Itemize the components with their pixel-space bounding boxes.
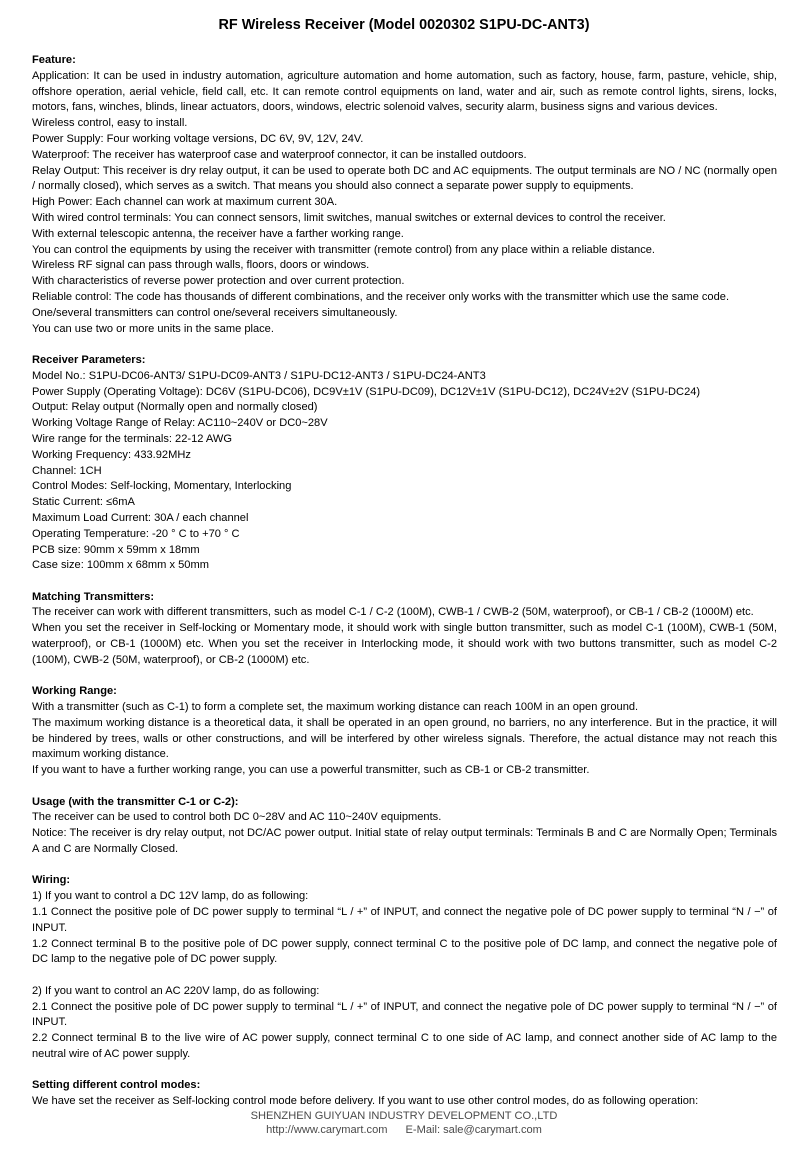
parameter-line: Operating Temperature: -20 ° C to +70 ° C (32, 527, 240, 540)
feature-line: Relay Output: This receiver is dry relay output, it can be used to operate both DC and AC equipments. The output terminals are NO / NC (normally open / normally closed), which serves as a switch. That means you should also connect a separate power supply to equipments. (32, 164, 777, 193)
wiring-line: 1) If you want to control a DC 12V lamp, do as following: (32, 890, 309, 903)
feature-line: With external telescopic antenna, the receiver have a farther working range. (32, 227, 404, 240)
modes-heading: Setting different control modes: (32, 1079, 201, 1092)
parameters-section (32, 353, 777, 574)
usage-section (32, 795, 777, 858)
footer-company: SHENZHEN GUIYUAN INDUSTRY DEVELOPMENT CO.,LTD (250, 1110, 558, 1122)
parameter-line: Control Modes: Self-locking, Momentary, Interlocking (32, 480, 292, 493)
parameters-heading: Receiver Parameters: (32, 353, 146, 366)
footer-email-link[interactable]: E-Mail: sale@carymart.com (405, 1124, 542, 1136)
range-line: The maximum working distance is a theoretical data, it shall be operated in an open ground, no barriers, no any interference. But in the practice, it will be hindered by trees, walls or other constructions, and will be interfered by other wireless signals. Therefore, the actual distance may not reach this maximum working distance. (32, 716, 777, 761)
wiring-line: 1.1 Connect the positive pole of DC power supply to terminal “L / +” of INPUT, and connect the negative pole of DC power supply to terminal “N / −” of INPUT. (32, 906, 777, 934)
wiring-line: 2) If you want to control an AC 220V lamp, do as following: (32, 984, 320, 997)
feature-line: With characteristics of reverse power protection and over current protection. (32, 275, 405, 288)
document-body (32, 53, 777, 1110)
feature-line: You can control the equipments by using the receiver with transmitter (remote control) from any place within a reliable distance. (32, 243, 655, 256)
section-spacer (32, 779, 777, 795)
feature-line: With wired control terminals: You can connect sensors, limit switches, manual switches or external devices to control the receiver. (32, 211, 666, 224)
modes-line: We have set the receiver as Self-locking control mode before delivery. If you want to use other control modes, do as following operation: (32, 1095, 699, 1108)
feature-line: Wireless RF signal can pass through walls, floors, doors or windows. (32, 259, 370, 272)
parameter-line: Model No.: S1PU-DC06-ANT3/ S1PU-DC09-ANT3 / S1PU-DC12-ANT3 / S1PU-DC24-ANT3 (32, 369, 486, 382)
transmitters-heading: Matching Transmitters: (32, 590, 155, 603)
parameter-line: Channel: 1CH (32, 464, 102, 477)
wiring-line: 1.2 Connect terminal B to the positive pole of DC power supply, connect terminal C to the positive pole of DC lamp, and connect the negative pole of DC lamp to the negative pole of DC power supply. (32, 937, 777, 966)
modes-section (32, 1078, 777, 1110)
parameter-line: Static Current: ≤6mA (32, 496, 135, 509)
transmitters-line: When you set the receiver in Self-locking or Momentary mode, it should work with single button transmitter, such as model C-1 (100M), CWB-1 (50M, waterproof), or CB-1 (1000M) etc. When you set the receiver in Interlocking mode, it should work with two buttons transmitter, such as model C-2 (100M), CWB-2 (50M, waterproof), or CB-2 (1000M) etc. (32, 622, 777, 666)
transmitters-line: The receiver can work with different transmitters, such as model C-1 / C-2 (100M), CWB-1 / CWB-2 (50M, waterproof), or CB-1 / CB-2 (1000M) etc. (32, 606, 754, 619)
feature-line: Waterproof: The receiver has waterproof case and waterproof connector, it can be installed outdoors. (32, 148, 527, 161)
parameter-line: Case size: 100mm x 68mm x 50mm (32, 559, 209, 572)
section-spacer (32, 1063, 777, 1079)
section-spacer (32, 858, 777, 874)
parameter-line: Power Supply (Operating Voltage): DC6V (S1PU-DC06), DC9V±1V (S1PU-DC09), DC12V±1V (S1PU-DC12), DC24V±2V (S1PU-DC24) (32, 385, 701, 398)
parameter-line: Working Frequency: 433.92MHz (32, 448, 191, 461)
section-spacer (32, 574, 777, 590)
parameter-line: Wire range for the terminals: 22-12 AWG (32, 432, 232, 445)
range-section (32, 684, 777, 779)
usage-line: The receiver can be used to control both DC 0~28V and AC 110~240V equipments. (32, 811, 442, 824)
wiring-heading: Wiring: (32, 874, 71, 887)
feature-line: Power Supply: Four working voltage versions, DC 6V, 9V, 12V, 24V. (32, 132, 364, 145)
feature-line: Application: It can be used in industry automation, agriculture automation and home automation, such as factory, house, farm, pasture, vehicle, ship, offshore operation, aerial vehicle, field call, etc. It can remote control equipments on land, water and air, such as remote control lights, sirens, locks, motors, fans, winches, blinds, linear actuators, doors, windows, electric solenoid valves, security alarm, business signs and various devices. (32, 69, 777, 114)
parameter-line: Working Voltage Range of Relay: AC110~240V or DC0~28V (32, 417, 328, 430)
range-line: If you want to have a further working range, you can use a powerful transmitter, such as CB-1 or CB-2 transmitter. (32, 764, 590, 777)
section-spacer (32, 669, 777, 685)
wiring-section (32, 873, 777, 1062)
usage-heading: Usage (with the transmitter C-1 or C-2): (32, 795, 239, 808)
parameter-line: Output: Relay output (Normally open and normally closed) (32, 401, 318, 414)
range-line: With a transmitter (such as C-1) to form a complete set, the maximum working distance can reach 100M in an open ground. (32, 701, 639, 714)
transmitters-section (32, 590, 777, 669)
range-heading: Working Range: (32, 685, 117, 698)
parameter-line: PCB size: 90mm x 59mm x 18mm (32, 543, 200, 556)
feature-line: High Power: Each channel can work at maximum current 30A. (32, 196, 338, 209)
feature-line: Wireless control, easy to install. (32, 117, 188, 130)
usage-line: Notice: The receiver is dry relay output, not DC/AC power output. Initial state of relay output terminals: Terminals B and C are Normally Open; Terminals A and C are Normally Closed. (32, 827, 777, 856)
feature-section (32, 53, 777, 337)
wiring-line: 2.2 Connect terminal B to the live wire of AC power supply, connect terminal C to one side of AC lamp, and connect another side of AC lamp to the neutral wire of AC power supply. (32, 1032, 777, 1060)
paragraph-spacer (32, 968, 777, 984)
feature-line: One/several transmitters can control one/several receivers simultaneously. (32, 306, 398, 319)
feature-line: Reliable control: The code has thousands of different combinations, and the receiver only works with the transmitter which use the same code. (32, 290, 730, 303)
feature-line: You can use two or more units in the same place. (32, 322, 274, 335)
page-title: RF Wireless Receiver (Model 0020302 S1PU-DC-ANT3) (218, 17, 590, 33)
feature-heading: Feature: (32, 54, 76, 66)
footer-website-link[interactable]: http://www.carymart.com (266, 1124, 388, 1136)
footer-contact (0, 1123, 808, 1137)
section-spacer (32, 337, 777, 353)
wiring-line: 2.1 Connect the positive pole of DC power supply to terminal “L / +” of INPUT, and connect the negative pole of DC power supply to terminal “N / −” of INPUT. (32, 1000, 777, 1029)
parameter-line: Maximum Load Current: 30A / each channel (32, 511, 249, 524)
